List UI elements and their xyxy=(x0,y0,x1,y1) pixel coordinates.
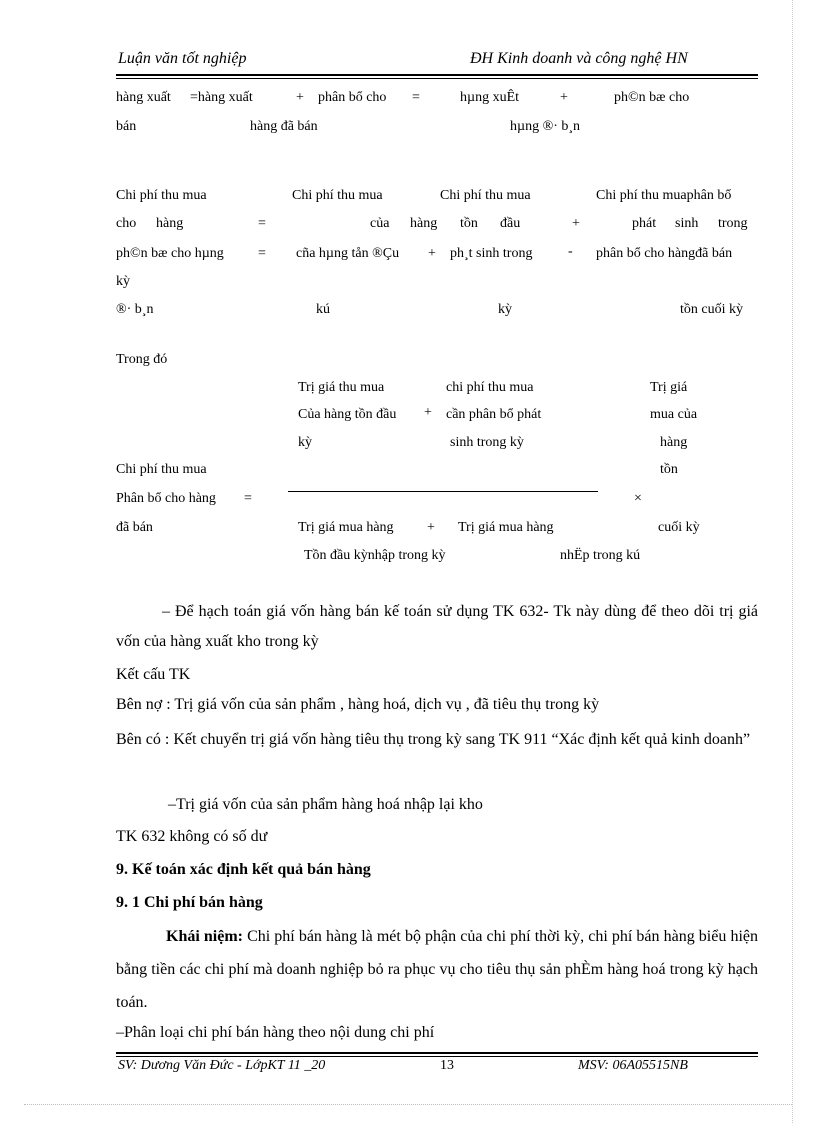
f3-text: Trị giá thu mua xyxy=(298,380,385,395)
section-heading xyxy=(116,855,758,885)
f3-text: Trị giá xyxy=(650,380,688,395)
fraction-bar xyxy=(288,491,598,492)
f3-text: đã bán xyxy=(116,520,153,535)
f2-plus: + xyxy=(428,246,436,261)
paragraph-khai-niem xyxy=(116,920,758,1019)
paragraph-text: Chi phí bán hàng là mét bộ phận của chi phí thời kỳ, chi phí bán hàng biểu hiện bằng tiền các chi phí mà doanh nghiệp bỏ ra phục vụ cho tiêu thụ sản phÈm hàng hoá trong kỳ hạch toán. xyxy=(116,928,758,1011)
f2-text: tồn cuối kỳ xyxy=(680,302,743,317)
f1-text: =hàng xuất xyxy=(190,90,253,105)
footer-page-number: 13 xyxy=(440,1058,454,1073)
f1-plus: + xyxy=(560,90,568,105)
f2-plus: + xyxy=(572,216,580,231)
khai-niem-label: Khái niệm: xyxy=(166,928,243,945)
paragraph-ket-cau xyxy=(116,660,758,690)
f3-intro: Trong đó xyxy=(116,352,168,367)
f1-text: bán xyxy=(116,119,137,134)
f2-equals: = xyxy=(258,216,266,231)
paragraph-tk632 xyxy=(116,597,758,657)
f3-text: cần phân bổ phát xyxy=(446,407,542,422)
f2-text: kú xyxy=(316,302,330,317)
paragraph-phan-loai xyxy=(116,1018,758,1048)
header-right: ĐH Kinh doanh và công nghệ HN xyxy=(470,50,688,67)
f1-text: phân bổ cho xyxy=(318,90,387,105)
footer-rule-2 xyxy=(116,1056,758,1057)
f2-text: ph©n bæ cho hµng xyxy=(116,246,224,261)
paragraph-nhap-lai xyxy=(116,790,758,820)
f2-equals: = xyxy=(258,246,266,261)
f2-text: đầu xyxy=(500,216,521,231)
paragraph-text: –Phân loại chi phí bán hàng theo nội dung chi phí xyxy=(116,1024,435,1041)
f3-text: mua của xyxy=(650,407,698,422)
header-left: Luận văn tốt nghiệp xyxy=(118,50,247,67)
f3-equals: = xyxy=(244,491,252,506)
f3-text: Của hàng tồn đầu xyxy=(298,407,397,422)
f3-text: Chi phí thu mua xyxy=(116,462,207,477)
f2-minus: - xyxy=(568,244,573,259)
f1-text: ph©n bæ cho xyxy=(614,90,690,105)
paragraph-text: Bên nợ : Trị giá vốn của sản phẩm , hàng hoá, dịch vụ , đã tiêu thụ trong kỳ xyxy=(116,696,600,713)
f3-text: kỳ xyxy=(298,435,312,450)
f3-text: cuối kỳ xyxy=(658,520,700,535)
f3-text: hàng xyxy=(660,435,688,450)
f3-text: chi phí thu mua xyxy=(446,380,534,395)
page-border-right xyxy=(792,0,793,1123)
paragraph-so-du xyxy=(116,822,758,852)
f1-text: hµng xuÊt xyxy=(460,90,520,105)
f2-text: cña hµng tån ®Çu xyxy=(296,246,400,261)
f1-equals: = xyxy=(412,90,420,105)
f2-text: Chi phí thu mua xyxy=(440,188,531,203)
f2-text: phân bổ cho hàngđã bán xyxy=(596,246,733,261)
header-rule-2 xyxy=(116,78,758,79)
f3-text: Phân bổ cho hàng xyxy=(116,491,216,506)
f2-text: Chi phí thu muaphân bổ xyxy=(596,188,732,203)
f3-text: nhËp trong kú xyxy=(560,548,641,563)
f2-text: phát xyxy=(632,216,657,231)
subsection-heading xyxy=(116,888,758,918)
paragraph-ben-co xyxy=(116,725,758,755)
f2-text: ph¸t sinh trong xyxy=(450,246,533,261)
f1-text: hµng ®· b¸n xyxy=(510,119,581,134)
page-border-bottom xyxy=(24,1104,792,1105)
f3-plus: + xyxy=(427,520,435,535)
heading-text: 9. 1 Chi phí bán hàng xyxy=(116,894,263,911)
footer-student: SV: Dương Văn Đức - LớpKT 11 _20 xyxy=(118,1058,326,1073)
paragraph-text: Kết cấu TK xyxy=(116,666,191,683)
paragraph-text: Bên có : Kết chuyển trị giá vốn hàng tiêu thụ trong kỳ sang TK 911 “Xác định kết quả kinh doanh” xyxy=(116,731,751,748)
f1-plus: + xyxy=(296,90,304,105)
paragraph-text: –Trị giá vốn của sản phẩm hàng hoá nhập lại kho xyxy=(168,796,483,813)
f2-text: trong xyxy=(718,216,748,231)
f3-plus: + xyxy=(424,405,432,420)
paragraph-text: – Để hạch toán giá vốn hàng bán kế toán sử dụng TK 632- Tk này dùng để theo dõi trị giá vốn của hàng xuất kho trong kỳ xyxy=(116,603,758,650)
f2-text: sinh xyxy=(675,216,699,231)
heading-text: 9. Kế toán xác định kết quả bán hàng xyxy=(116,861,371,878)
f2-text: kỳ xyxy=(498,302,512,317)
f2-text: Chi phí thu mua xyxy=(116,188,207,203)
f2-text: hàng xyxy=(156,216,184,231)
footer-student-id: MSV: 06A05515NB xyxy=(578,1058,688,1073)
f1-text: hàng đã bán xyxy=(250,119,318,134)
f3-times: × xyxy=(634,491,642,506)
f2-text: kỳ xyxy=(116,274,130,289)
paragraph-ben-no xyxy=(116,690,758,720)
f2-text: Chi phí thu mua xyxy=(292,188,383,203)
f2-text: tồn xyxy=(460,216,478,231)
f3-text: tồn xyxy=(660,462,678,477)
f3-text: sinh trong kỳ xyxy=(450,435,524,450)
f1-text: hàng xuất xyxy=(116,90,171,105)
f3-text: Tồn đầu kỳnhập trong kỳ xyxy=(304,548,446,563)
f3-text: Trị giá mua hàng xyxy=(298,520,394,535)
f2-text: hàng xyxy=(410,216,438,231)
header-rule xyxy=(116,74,758,76)
footer-rule xyxy=(116,1052,758,1054)
f3-text: Trị giá mua hàng xyxy=(458,520,554,535)
f2-text: ®· b¸n xyxy=(116,302,154,317)
paragraph-text: TK 632 không có số dư xyxy=(116,828,268,845)
f2-text: cho xyxy=(116,216,137,231)
f2-text: của xyxy=(370,216,390,231)
